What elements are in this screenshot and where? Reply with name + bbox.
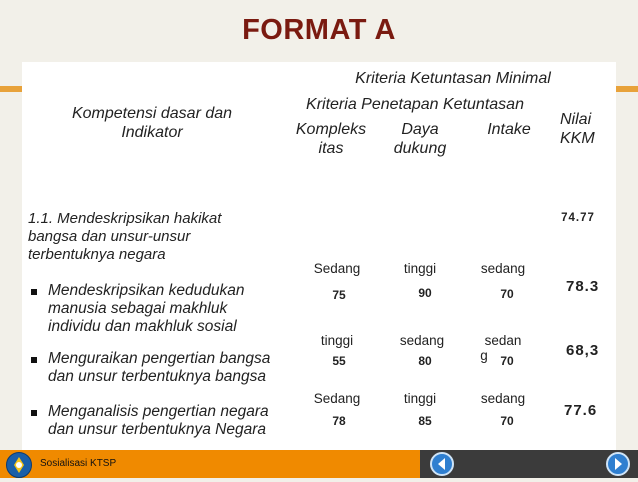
row2-intake-a: sedan bbox=[484, 333, 522, 348]
row2-daya: sedang bbox=[399, 333, 445, 348]
indicator-1: Mendeskripsikan kedudukan manusia sebagai makhluk individu dan makhluk sosial bbox=[48, 282, 245, 335]
bullet-icon bbox=[31, 289, 37, 295]
footer-nav-band bbox=[420, 450, 638, 478]
row2-nilai-kkm: 68,3 bbox=[566, 342, 600, 359]
arrow-left-icon[interactable] bbox=[430, 452, 454, 476]
row1-k-val: 75 bbox=[332, 288, 346, 302]
header-kompleksitas: Kompleks itas bbox=[295, 121, 367, 157]
row3-i-val: 70 bbox=[500, 414, 514, 428]
header-kkm: Kriteria Ketuntasan Minimal bbox=[355, 70, 551, 87]
indicator-3: Menganalisis pengertian negara dan unsur terbentuknya Negara bbox=[48, 403, 269, 438]
row1-nilai-kkm: 78.3 bbox=[566, 278, 600, 295]
header-daya-dukung: Daya dukung bbox=[393, 121, 447, 157]
row3-kompleksitas: Sedang bbox=[313, 391, 361, 406]
row2-k-val: 55 bbox=[332, 354, 346, 368]
row1-kompleksitas: Sedang bbox=[313, 261, 361, 276]
main-competency: 1.1. Mendeskripsikan hakikat bangsa dan unsur-unsur terbentuknya negara bbox=[28, 210, 222, 263]
main-nilai-kkm: 74.77 bbox=[561, 212, 595, 224]
tut-wuri-handayani-logo-icon bbox=[6, 452, 32, 478]
row3-intake: sedang bbox=[480, 391, 526, 406]
header-nilai-kkm: Nilai KKM bbox=[560, 111, 595, 147]
right-margin bbox=[616, 62, 638, 450]
header-penetapan: Kriteria Penetapan Ketuntasan bbox=[306, 96, 524, 113]
row2-intake-b: g bbox=[480, 348, 488, 363]
indicator-2: Menguraikan pengertian bangsa dan unsur terbentuknya bangsa bbox=[48, 350, 271, 385]
header-intake: Intake bbox=[487, 121, 531, 138]
accent-strip-right bbox=[616, 86, 638, 92]
footer-bar bbox=[0, 450, 638, 478]
row2-d-val: 80 bbox=[418, 354, 432, 368]
row1-intake: sedang bbox=[480, 261, 526, 276]
slide-title: FORMAT A bbox=[242, 14, 396, 46]
bullet-icon bbox=[31, 410, 37, 416]
bullet-icon bbox=[31, 357, 37, 363]
accent-strip-left bbox=[0, 86, 22, 92]
row2-i-val: 70 bbox=[500, 354, 514, 368]
arrow-right-icon[interactable] bbox=[606, 452, 630, 476]
header-kompetensi: Kompetensi dasar dan Indikator bbox=[71, 105, 233, 141]
row2-kompleksitas: tinggi bbox=[320, 333, 354, 348]
row3-k-val: 78 bbox=[332, 414, 346, 428]
left-margin bbox=[0, 62, 22, 450]
kkm-table bbox=[22, 62, 616, 450]
row1-i-val: 70 bbox=[500, 287, 514, 301]
footer-orange-band bbox=[0, 450, 420, 478]
row3-nilai-kkm: 77.6 bbox=[564, 402, 598, 419]
row3-d-val: 85 bbox=[418, 414, 432, 428]
row1-daya: tinggi bbox=[403, 261, 437, 276]
row3-daya: tinggi bbox=[403, 391, 437, 406]
row1-d-val: 90 bbox=[418, 286, 432, 300]
footer-label: Sosialisasi KTSP bbox=[40, 458, 117, 469]
